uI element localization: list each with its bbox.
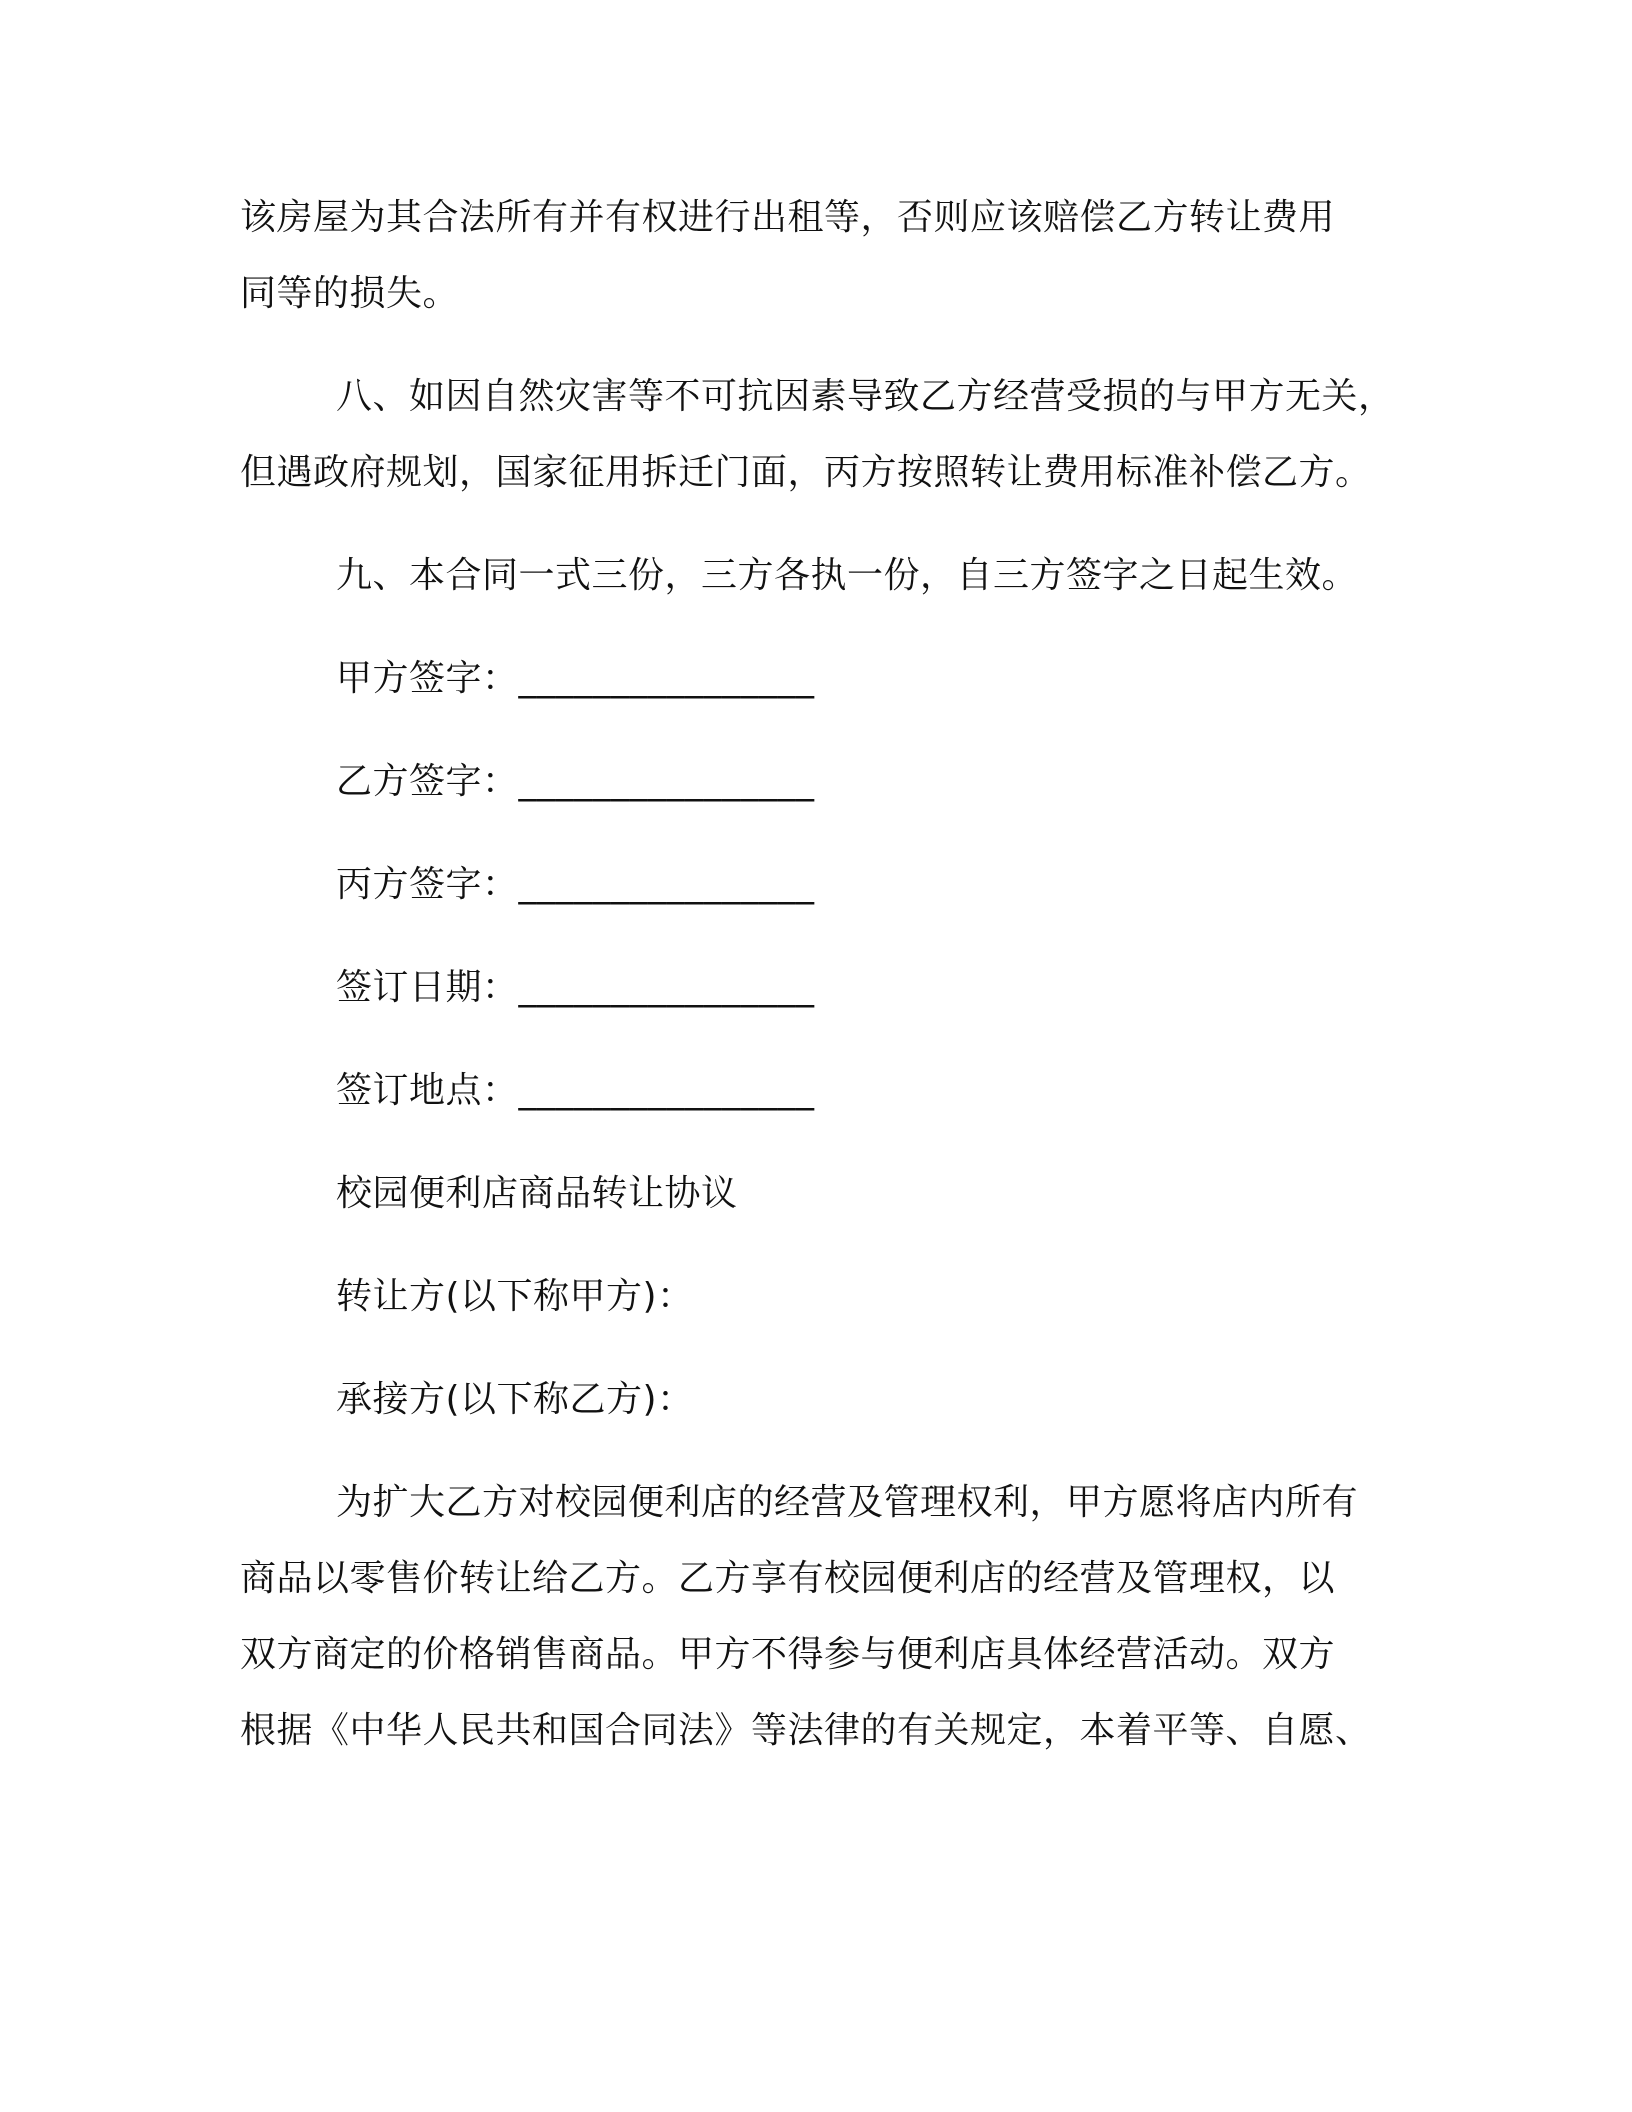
clause-8-line-2: 但遇政府规划，国家征用拆迁门面，丙方按照转让费用标准补偿乙方。 — [240, 452, 1372, 493]
agreement-title: 校园便利店商品转让协议 — [336, 1173, 738, 1214]
clause-7-continuation-line-2: 同等的损失。 — [240, 273, 460, 314]
preamble-line-3: 双方商定的价格销售商品。甲方不得参与便利店具体经营活动。双方 — [240, 1634, 1336, 1675]
party-c-signature-line: 丙方签字：________________ — [336, 864, 815, 905]
preamble-line-2: 商品以零售价转让给乙方。乙方享有校园便利店的经营及管理权，以 — [240, 1558, 1336, 1599]
preamble-line-4: 根据《中华人民共和国合同法》等法律的有关规定，本着平等、自愿、 — [240, 1710, 1372, 1751]
transferee-line: 承接方(以下称乙方)： — [336, 1379, 694, 1420]
preamble-line-1: 为扩大乙方对校园便利店的经营及管理权利，甲方愿将店内所有 — [336, 1482, 1359, 1523]
party-b-signature-line: 乙方签字：________________ — [336, 761, 815, 802]
clause-8-line-1: 八、如因自然灾害等不可抗因素导致乙方经营受损的与甲方无关， — [336, 376, 1395, 417]
clause-7-continuation-line-1: 该房屋为其合法所有并有权进行出租等，否则应该赔偿乙方转让费用 — [240, 197, 1336, 238]
party-a-signature-line: 甲方签字：________________ — [336, 658, 815, 699]
signing-place-line: 签订地点：________________ — [336, 1070, 815, 1111]
signing-date-line: 签订日期：________________ — [336, 967, 815, 1008]
transferor-line: 转让方(以下称甲方)： — [336, 1276, 694, 1317]
clause-9-line: 九、本合同一式三份，三方各执一份，自三方签字之日起生效。 — [336, 555, 1359, 596]
